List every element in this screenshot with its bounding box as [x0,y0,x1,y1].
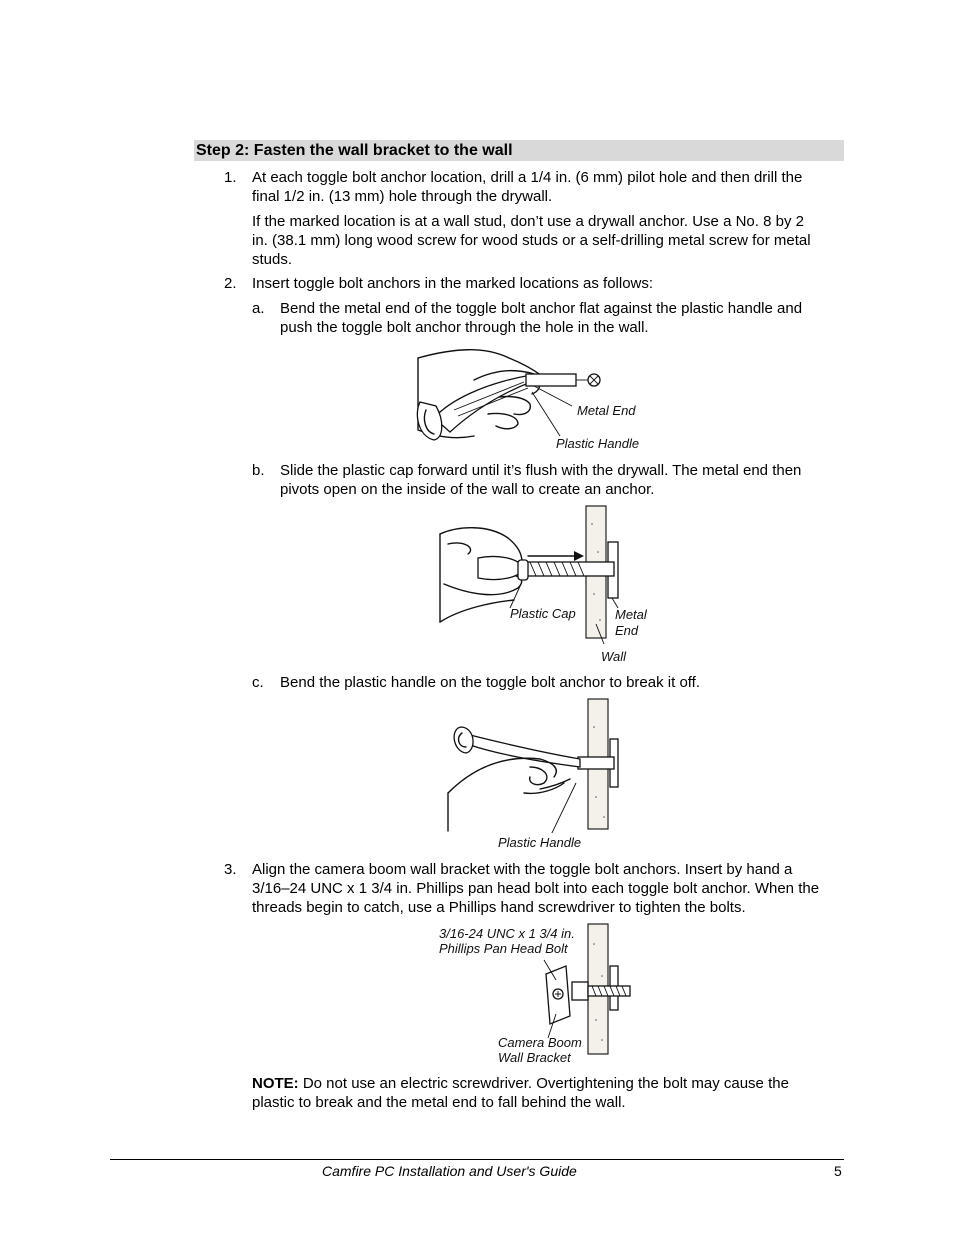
figure-caption: Plastic Handle [498,835,582,850]
item-text: Align the camera boom wall bracket with the toggle bolt anchors. Insert by hand a 3/16–24 UNC x 1 3/4 in. Phillips pan head bolt into each toggle bolt anchor. When the threads begin to catch, use a Phillips hand screwdriver to tighten the bolts. [252,861,820,916]
note-text: Do not use an electric screwdriver. Overtightening the bolt may cause the plastic to break and the metal end to fall behind the wall. [252,1075,789,1111]
figure-caption: Wall [601,649,627,664]
subitem-text: Bend the plastic handle on the toggle bolt anchor to break it off. [280,674,701,691]
subitem-letter: c. [252,674,264,691]
figure-caption: Plastic Handle [556,436,640,451]
figure-break-plastic-handle [444,697,624,833]
item-number: 3. [224,861,237,878]
item-text: Insert toggle bolt anchors in the marked locations as follows: [252,275,654,292]
plastic-handle-shape [470,735,580,767]
plastic-cap-shape [518,560,528,580]
figure-caption: Wall Bracket [498,1050,571,1065]
figure-caption: Plastic Cap [510,606,576,621]
item-text: At each toggle bolt anchor location, drill a 1/4 in. (6 mm) pilot hole and then drill the final 1/2 in. (13 mm) hole through the drywall. [252,169,803,205]
arrow-right-icon [574,551,584,561]
figure-caption: 3/16-24 UNC x 1 3/4 in. [439,926,575,941]
subitem-letter: b. [252,462,265,479]
bolt-head [572,982,588,1000]
item-number: 2. [224,275,237,292]
footer-divider [110,1159,844,1160]
step-heading: Step 2: Fasten the wall bracket to the wall [194,140,844,161]
figure-caption: End [615,623,639,638]
figure-caption: Metal [615,607,647,622]
plastic-handle-shape [434,376,536,432]
figure-caption: Camera Boom [498,1035,582,1050]
item-number: 1. [224,169,237,186]
warning-note [252,1074,832,1112]
figure-slide-plastic-cap [438,504,638,644]
metal-end-shape [526,374,576,386]
figure-caption: Metal End [577,403,636,418]
item-note-text: If the marked location is at a wall stud, don’t use a drywall anchor. Use a No. 8 by 2 in. (38.1 mm) long wood screw for wood studs or a self-drilling metal screw for metal studs. [252,213,811,268]
note-label: NOTE: [252,1075,299,1092]
subitem-text: Slide the plastic cap forward until it’s flush with the drywall. The metal end then pivots open on the inside of the wall to create an anchor. [280,462,802,498]
threaded-strap [518,562,614,576]
footer-document-title: Camfire PC Installation and User's Guide [322,1163,577,1179]
page-number: 5 [834,1163,842,1179]
figure-caption: Phillips Pan Head Bolt [439,941,568,956]
subitem-text: Bend the metal end of the toggle bolt anchor flat against the plastic handle and push the toggle bolt anchor through the hole in the wall. [280,300,803,336]
subitem-letter: a. [252,300,265,317]
